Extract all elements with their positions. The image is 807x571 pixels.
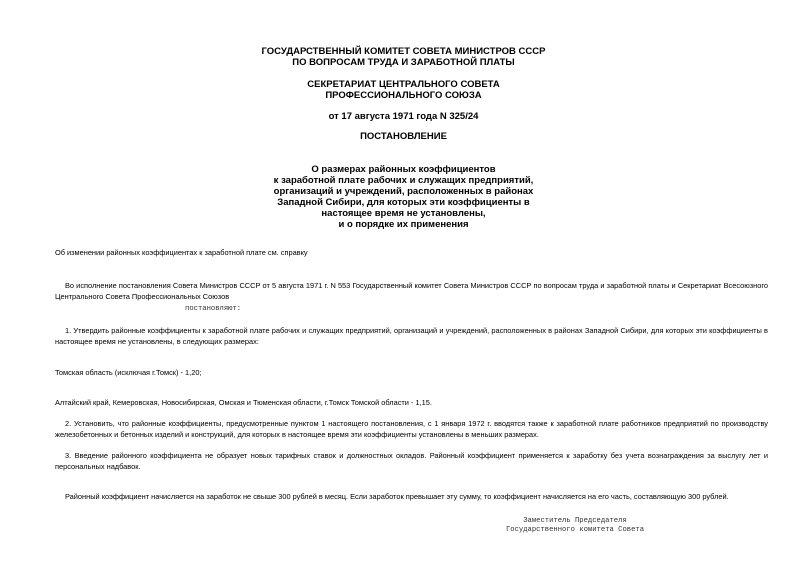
committee-heading bbox=[0, 46, 807, 68]
committee-line-1: ГОСУДАРСТВЕННЫЙ КОМИТЕТ СОВЕТА МИНИСТРОВ СССР bbox=[261, 46, 546, 57]
item-2-paragraph: 2. Установить, что районные коэффициенты, предусмотренные пунктом 1 настоящего постановления, с 1 января 1972 г. вводятся также к заработной плате работников предприятий по производству железобетонных и бетонных изделий и конструкций, для которых в настоящее время эти коэффициенты установлены в меньших размерах. bbox=[55, 419, 768, 439]
document-date bbox=[0, 111, 807, 122]
title-line: О размерах районных коэффициентов bbox=[311, 164, 496, 175]
resolve-word: постановляют: bbox=[185, 305, 242, 313]
reference-note: Об изменении районных коэффициентах к заработной плате см. справку bbox=[55, 248, 308, 257]
committee-line-2: ПО ВОПРОСАМ ТРУДА И ЗАРАБОТНОЙ ПЛАТЫ bbox=[292, 57, 515, 68]
region-tomsk-paragraph: Томская область (исключая г.Томск) - 1,20; bbox=[55, 368, 202, 377]
signature-block bbox=[460, 517, 690, 535]
title-line: настоящее время не установлены, bbox=[321, 208, 486, 219]
region-west-siberia-paragraph: Алтайский край, Кемеровская, Новосибирская, Омская и Тюменская области, г.Томск Томской области - 1,15. bbox=[55, 398, 432, 407]
item-3-paragraph: 3. Введение районного коэффициента не образует новых тарифных ставок и должностных окладов. Районный коэффициент применяется к заработку без учета вознаграждения за выслугу лет и персональных надбавок. bbox=[55, 451, 768, 471]
title-line: Западной Сибири, для которых эти коэффициенты в bbox=[277, 197, 530, 208]
preamble-paragraph: Во исполнение постановления Совета Министров СССР от 5 августа 1971 г. N 553 Государственный комитет Совета Министров СССР по вопросам труда и заработной платы и Секретариат Всесоюзного Центрального Совета Профессиональных Союзов bbox=[55, 281, 768, 301]
item-1-paragraph: 1. Утвердить районные коэффициенты к заработной плате рабочих и служащих предприятий, организаций и учреждений, расположенных в районах Западной Сибири, для которых эти коэффициенты в настоящее время не установлены, в следующих размерах: bbox=[55, 326, 768, 346]
secretariat-heading bbox=[0, 79, 807, 101]
title-line: и о порядке их применения bbox=[338, 219, 469, 230]
document-type bbox=[0, 131, 807, 142]
title-line: к заработной плате рабочих и служащих предприятий, bbox=[273, 175, 534, 186]
signature-line-2: Государственного комитета Совета bbox=[505, 526, 645, 534]
limit-paragraph: Районный коэффициент начисляется на заработок не свыше 300 рублей в месяц. Если заработок превышает эту сумму, то коэффициент начисляется на его часть, составляющую 300 рублей. bbox=[65, 492, 729, 501]
title-line: организаций и учреждений, расположенных в районах bbox=[273, 186, 534, 197]
secretariat-line-1: СЕКРЕТАРИАТ ЦЕНТРАЛЬНОГО СОВЕТА bbox=[307, 79, 500, 90]
document-title bbox=[0, 164, 807, 230]
doc-type-label: ПОСТАНОВЛЕНИЕ bbox=[360, 131, 447, 142]
date-line: от 17 августа 1971 года N 325/24 bbox=[328, 111, 479, 122]
secretariat-line-2: ПРОФЕССИОНАЛЬНОГО СОЮЗА bbox=[325, 90, 482, 101]
signature-line-1: Заместитель Председателя bbox=[523, 517, 627, 525]
